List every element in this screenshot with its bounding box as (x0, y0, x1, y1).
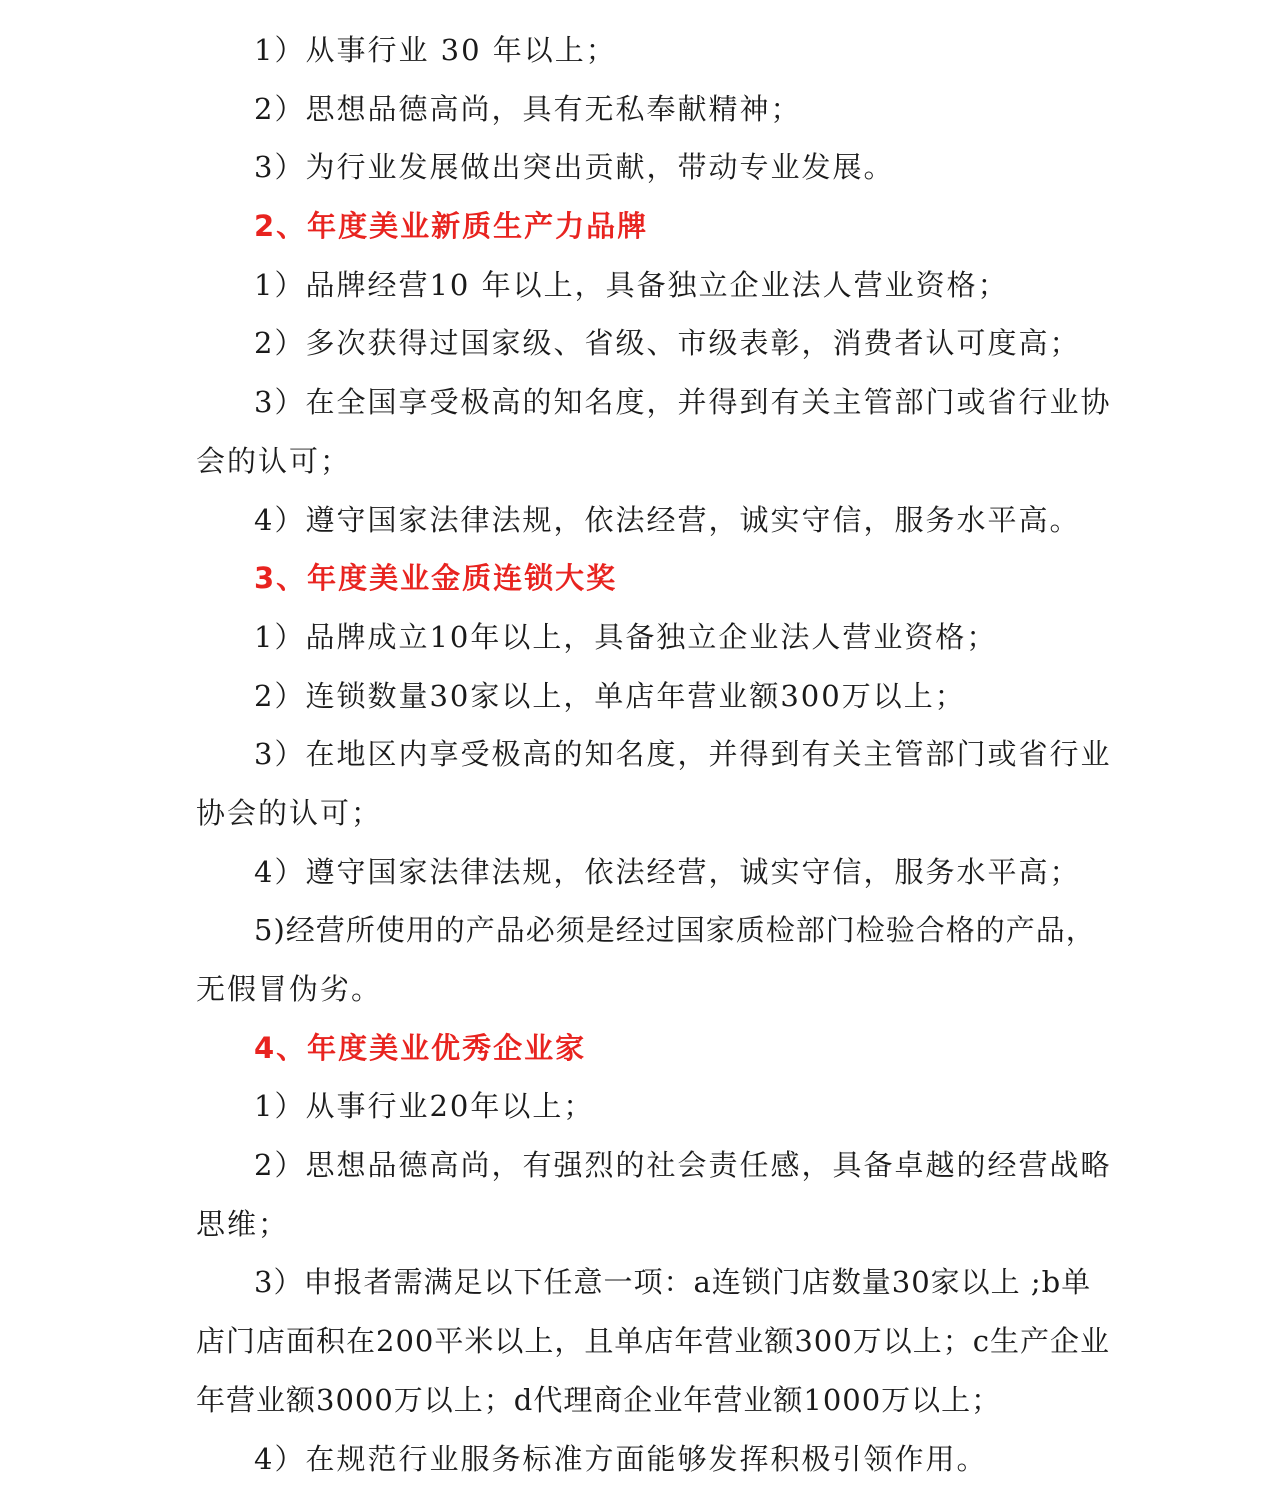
criteria-item: 2）思想品德高尚，具有无私奉献精神； (196, 80, 1088, 139)
criteria-item: 4）遵守国家法律法规，依法经营，诚实守信，服务水平高。 (196, 491, 1088, 550)
criteria-item: 4）在规范行业服务标准方面能够发挥积极引领作用。 (196, 1430, 1088, 1488)
criteria-item: 1）品牌经营10 年以上，具备独立企业法人营业资格； (196, 256, 1088, 315)
criteria-item: 1）品牌成立10年以上，具备独立企业法人营业资格； (196, 608, 1088, 667)
criteria-item: 3）申报者需满足以下任意一项：a连锁门店数量30家以上 ;b单 (196, 1253, 1088, 1312)
section-heading-4: 4、年度美业优秀企业家 (196, 1019, 1088, 1078)
criteria-item: 2）连锁数量30家以上，单店年营业额300万以上； (196, 667, 1088, 726)
document-page (196, 21, 1088, 1488)
section-heading-2: 2、年度美业新质生产力品牌 (196, 197, 1088, 256)
criteria-item-continuation: 思维； (196, 1195, 1088, 1254)
criteria-item: 3）在全国享受极高的知名度，并得到有关主管部门或省行业协 (196, 373, 1088, 432)
criteria-item-continuation: 协会的认可； (196, 784, 1088, 843)
criteria-item-continuation: 年营业额3000万以上；d代理商企业年营业额1000万以上； (196, 1371, 1088, 1430)
criteria-item: 5)经营所使用的产品必须是经过国家质检部门检验合格的产品， (196, 901, 1088, 960)
criteria-item: 1）从事行业 30 年以上； (196, 21, 1088, 80)
criteria-item-continuation: 店门店面积在200平米以上，且单店年营业额300万以上；c生产企业 (196, 1312, 1088, 1371)
section-heading-3: 3、年度美业金质连锁大奖 (196, 549, 1088, 608)
criteria-item: 4）遵守国家法律法规，依法经营，诚实守信，服务水平高； (196, 843, 1088, 902)
criteria-item-continuation: 会的认可； (196, 432, 1088, 491)
criteria-item: 2）多次获得过国家级、省级、市级表彰，消费者认可度高； (196, 314, 1088, 373)
criteria-item: 1）从事行业20年以上； (196, 1077, 1088, 1136)
criteria-item: 3）为行业发展做出突出贡献，带动专业发展。 (196, 138, 1088, 197)
criteria-item-continuation: 无假冒伪劣。 (196, 960, 1088, 1019)
criteria-item: 3）在地区内享受极高的知名度，并得到有关主管部门或省行业 (196, 725, 1088, 784)
criteria-item: 2）思想品德高尚，有强烈的社会责任感，具备卓越的经营战略 (196, 1136, 1088, 1195)
